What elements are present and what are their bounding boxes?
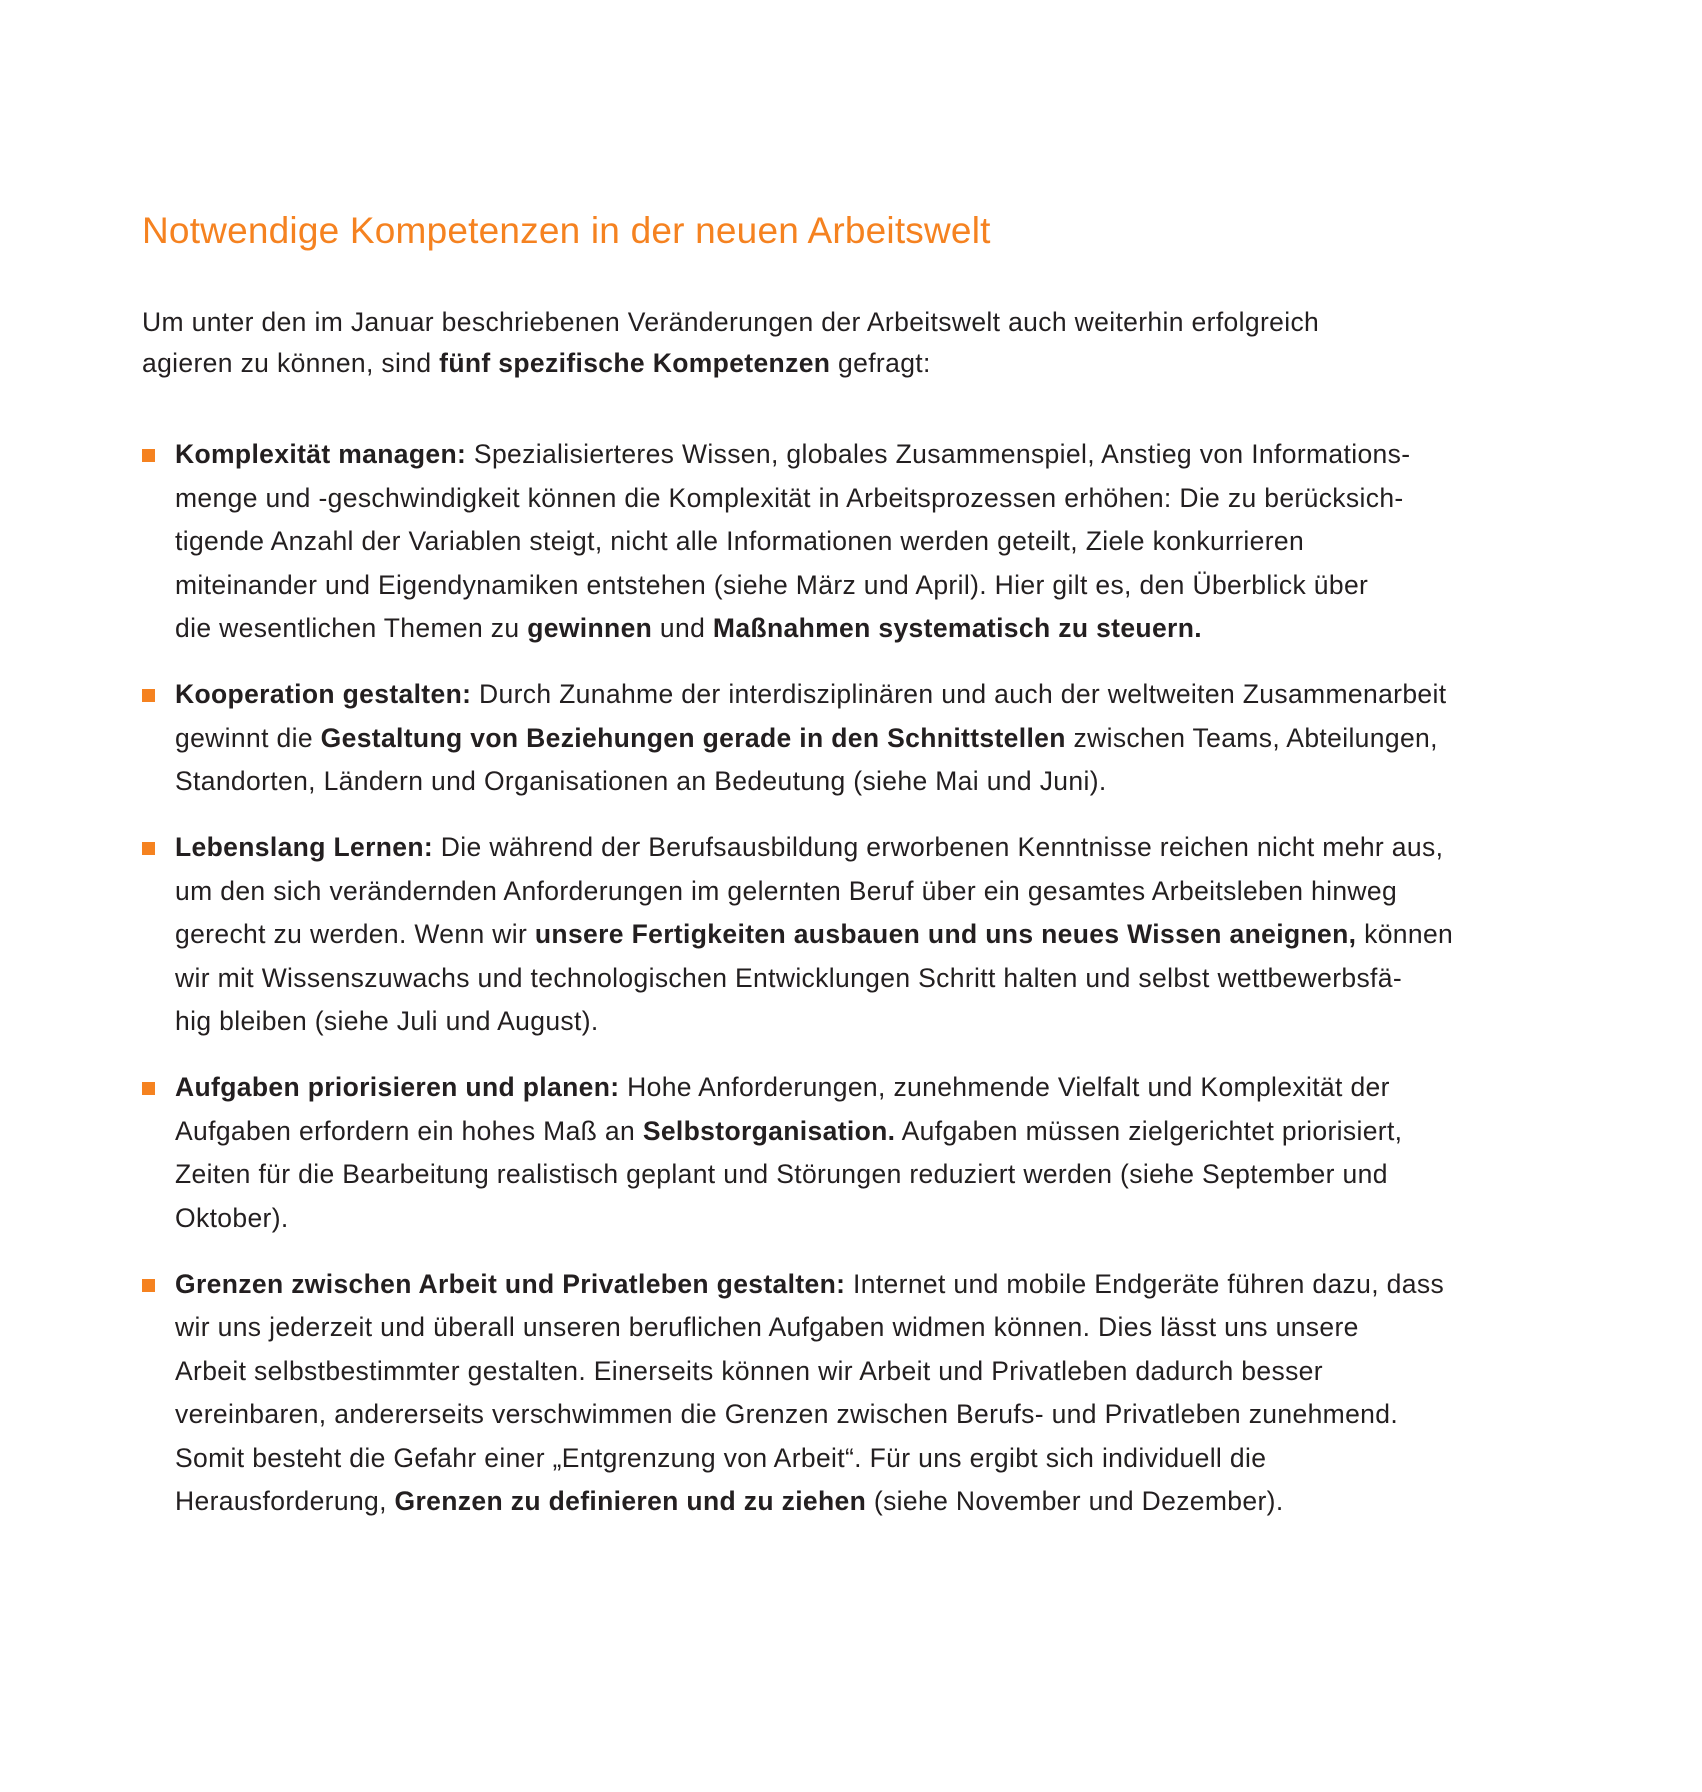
square-bullet-icon <box>142 1082 155 1095</box>
item-line <box>175 1350 1572 1394</box>
item-line <box>175 913 1572 957</box>
text-run: die wesentlichen Themen zu <box>175 613 528 643</box>
item-line <box>175 1000 1572 1044</box>
bold-text: Kooperation gestalten: <box>175 679 472 709</box>
text-run: Standorten, Ländern und Organisationen an Bedeutung (siehe Mai und Juni). <box>175 766 1107 796</box>
text-run: vereinbaren, andererseits verschwimmen die Grenzen zwischen Berufs- und Privatleben zunehmend. <box>175 1399 1399 1429</box>
text-run: wir mit Wissenszuwachs und technologischen Entwicklungen Schritt halten und selbst wettbewerbsfä- <box>175 962 1403 993</box>
list-item-aufgaben <box>142 1066 1572 1240</box>
item-line <box>175 520 1572 564</box>
intro-line <box>142 343 1572 384</box>
item-line <box>175 1393 1572 1437</box>
text-run: Aufgaben müssen zielgerichtet priorisiert, <box>895 1115 1403 1146</box>
text-run: miteinander und Eigendynamiken entstehen (siehe März und April). Hier gilt es, den Überblick über <box>175 569 1369 600</box>
intro-line <box>142 302 1572 343</box>
text-run: Zeiten für die Bearbeitung realistisch geplant und Störungen reduziert werden (siehe September und <box>175 1159 1388 1189</box>
text-run: Um unter den im Januar beschriebenen Veränderungen der Arbeitswelt auch weiterhin erfolgreich <box>142 307 1320 337</box>
bold-text: Grenzen zwischen Arbeit und Privatleben gestalten: <box>175 1268 846 1299</box>
square-bullet-icon <box>142 1279 155 1292</box>
competency-list <box>142 433 1572 1546</box>
item-line <box>175 870 1572 914</box>
text-run: Spezialisierteres Wissen, globales Zusammenspiel, Anstieg von Informations- <box>466 439 1411 469</box>
bold-text: unsere Fertigkeiten ausbauen und uns neues Wissen aneignen, <box>534 919 1357 949</box>
list-item-grenzen <box>142 1263 1572 1524</box>
item-line <box>175 1110 1572 1154</box>
item-line <box>175 717 1572 761</box>
bold-text: Maßnahmen systematisch zu steuern. <box>712 613 1202 643</box>
bold-text: Komplexität managen: <box>175 439 467 469</box>
text-run: und <box>652 613 713 643</box>
bold-text: Gestaltung von Beziehungen gerade in den Schnittstellen <box>320 722 1066 753</box>
text-run: agieren zu können, sind <box>142 348 440 378</box>
item-line <box>175 1153 1572 1197</box>
text-run: tigende Anzahl der Variablen steigt, nicht alle Informationen werden geteilt, Ziele konkurrieren <box>175 526 1305 556</box>
item-line <box>175 1197 1572 1241</box>
bold-text: Lebenslang Lernen: <box>175 832 434 862</box>
item-line <box>175 1437 1572 1481</box>
item-line <box>175 564 1572 608</box>
text-run: um den sich verändernden Anforderungen im gelernten Beruf über ein gesamtes Arbeitsleben hinweg <box>175 875 1398 906</box>
text-run: menge und -geschwindigkeit können die Komplexität in Arbeitsprozessen erhöhen: Die zu berücksich- <box>175 482 1404 513</box>
text-run: gerecht zu werden. Wenn wir <box>175 919 535 949</box>
text-run: Hohe Anforderungen, zunehmende Vielfalt und Komplexität der <box>619 1072 1390 1102</box>
intro-paragraph <box>142 302 1572 384</box>
item-line <box>175 1263 1572 1307</box>
item-line <box>175 1066 1572 1110</box>
list-item-lernen <box>142 826 1572 1044</box>
item-line <box>175 826 1572 870</box>
text-run: (siehe November und Dezember). <box>866 1486 1284 1516</box>
page-title: Notwendige Kompetenzen in der neuen Arbeitswelt <box>142 210 991 251</box>
list-item-kooperation <box>142 673 1572 804</box>
text-run: hig bleiben (siehe Juli und August). <box>175 1006 599 1036</box>
text-run: gewinnt die <box>175 722 321 753</box>
text-run: wir uns jederzeit und überall unseren beruflichen Aufgaben widmen können. Dies lässt uns unsere <box>175 1312 1359 1342</box>
bold-text: Grenzen zu definieren und zu ziehen <box>394 1486 867 1516</box>
square-bullet-icon <box>142 449 155 462</box>
item-line <box>175 1480 1572 1524</box>
text-run: Aufgaben erfordern ein hohes Maß an <box>175 1115 643 1146</box>
bold-text: fünf spezifische Kompetenzen <box>439 348 831 378</box>
item-line <box>175 477 1572 521</box>
square-bullet-icon <box>142 842 155 855</box>
text-run: Herausforderung, <box>175 1486 395 1516</box>
bold-text: Selbstorganisation. <box>642 1115 896 1146</box>
text-run: Somit besteht die Gefahr einer „Entgrenzung von Arbeit“. Für uns ergibt sich individuell die <box>175 1442 1267 1473</box>
text-run: Durch Zunahme der interdisziplinären und auch der weltweiten Zusammenarbeit <box>471 679 1447 709</box>
text-run: Internet und mobile Endgeräte führen dazu, dass <box>845 1268 1445 1299</box>
text-run: Die während der Berufsausbildung erworbenen Kenntnisse reichen nicht mehr aus, <box>433 832 1444 862</box>
text-run: können <box>1356 919 1454 949</box>
item-line <box>175 760 1572 804</box>
item-line <box>175 1306 1572 1350</box>
item-line <box>175 957 1572 1001</box>
item-line <box>175 607 1572 651</box>
list-item-komplexitaet <box>142 433 1572 651</box>
item-line <box>175 673 1572 717</box>
bold-text: Aufgaben priorisieren und planen: <box>175 1072 620 1102</box>
text-run: Arbeit selbstbestimmter gestalten. Einerseits können wir Arbeit und Privatleben dadurch besser <box>175 1355 1323 1386</box>
text-run: gefragt: <box>830 348 931 378</box>
square-bullet-icon <box>142 689 155 702</box>
text-run: Oktober). <box>175 1202 289 1233</box>
item-line <box>175 433 1572 477</box>
bold-text: gewinnen <box>527 613 653 643</box>
text-run: zwischen Teams, Abteilungen, <box>1065 722 1438 753</box>
